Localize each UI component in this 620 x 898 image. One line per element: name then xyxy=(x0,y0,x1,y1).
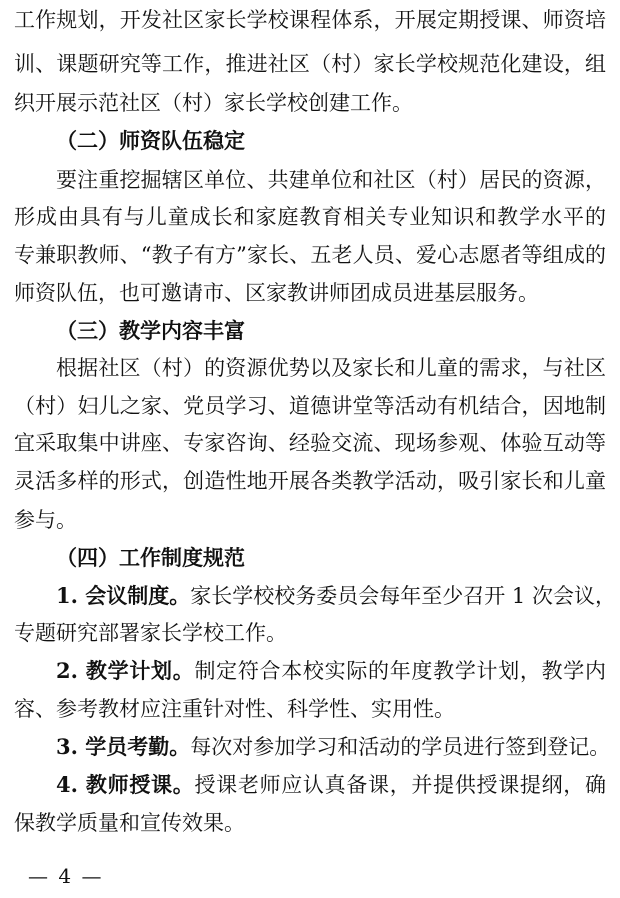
list-item xyxy=(14,733,611,761)
list-item-title: 3. 学员考勤。 xyxy=(56,734,191,759)
paragraph-line: 织开展示范社区（村）家长学校创建工作。 xyxy=(14,91,413,115)
paragraph-line: 专兼职教师、“教子有方”家长、五老人员、爱心志愿者等组成的 xyxy=(14,243,606,267)
list-item-text: 家长学校校务委员会每年至少召开 1 次会议， xyxy=(190,584,616,608)
paragraph-line: 工作规划，开发社区家长学校课程体系，开展定期授课、师资培 xyxy=(14,8,606,32)
paragraph-line: 形成由具有与儿童成长和家庭教育相关专业知识和教学水平的 xyxy=(14,205,606,229)
paragraph-line: 宜采取集中讲座、专家咨询、经验交流、现场参观、体验互动等 xyxy=(14,431,606,455)
paragraph-line: 要注重挖掘辖区单位、共建单位和社区（村）居民的资源， xyxy=(56,168,606,192)
list-item-text: 授课老师应认真备课，并提供授课提纲，确 xyxy=(194,773,607,797)
section-heading: （二）师资队伍稳定 xyxy=(56,128,245,153)
paragraph-line: 训、课题研究等工作，推进社区（村）家长学校规范化建设，组 xyxy=(14,52,606,76)
list-item xyxy=(14,657,606,685)
list-item-title: 2. 教学计划。 xyxy=(56,658,195,683)
section-heading: （三）教学内容丰富 xyxy=(56,318,245,343)
list-item xyxy=(14,582,616,610)
list-item-title: 4. 教师授课。 xyxy=(56,772,195,797)
paragraph-line: 师资队伍，也可邀请市、区家教讲师团成员进基层服务。 xyxy=(14,281,539,305)
paragraph-line: 根据社区（村）的资源优势以及家长和儿童的需求，与社区 xyxy=(56,356,606,380)
paragraph-line: 保教学质量和宣传效果。 xyxy=(14,811,245,835)
list-item-title: 1. 会议制度。 xyxy=(56,583,191,608)
paragraph-line: 容、参考教材应注重针对性、科学性、实用性。 xyxy=(14,697,455,721)
paragraph-line: （村）妇儿之家、党员学习、道德讲堂等活动有机结合，因地制 xyxy=(14,394,606,418)
paragraph-line: 专题研究部署家长学校工作。 xyxy=(14,621,287,645)
paragraph-line: 灵活多样的形式，创造性地开展各类教学活动，吸引家长和儿童 xyxy=(14,469,606,493)
section-heading: （四）工作制度规范 xyxy=(56,545,245,570)
page-number: — 4 — xyxy=(28,864,104,888)
list-item xyxy=(14,771,606,799)
list-item-text: 每次对参加学习和活动的学员进行签到登记。 xyxy=(190,735,611,759)
paragraph-line: 参与。 xyxy=(14,508,77,532)
list-item-text: 制定符合本校实际的年度教学计划，教学内 xyxy=(194,659,607,683)
